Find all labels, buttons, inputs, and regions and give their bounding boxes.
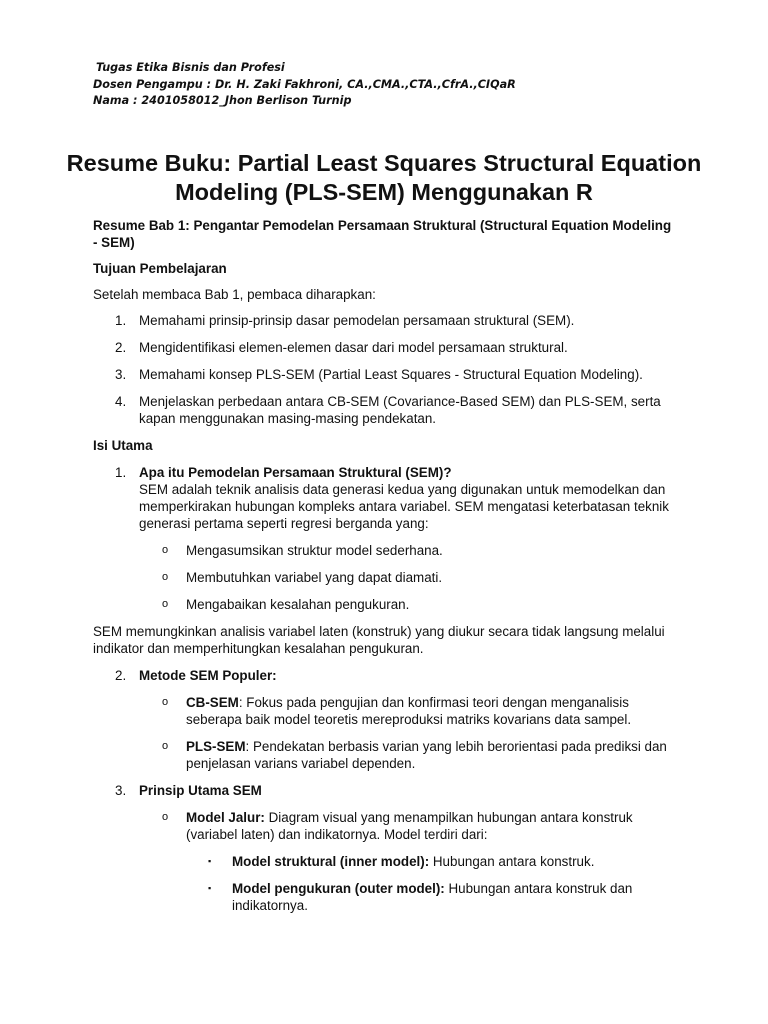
section-item-3: 3. Prinsip Utama SEM [115, 783, 262, 798]
student-name: Nama : 2401058012_Jhon Berlison Turnip [93, 94, 352, 107]
circle-bullet-icon: o [162, 598, 169, 610]
section-2-title: Metode SEM Populer: [139, 668, 277, 683]
list-item: 4. Menjelaskan perbedaan antara CB-SEM (Covariance-Based SEM) dan PLS-SEM, serta kapan menggunakan masing-masing pendekatan. [115, 394, 661, 426]
square-bullet-icon: ▪ [208, 856, 212, 866]
circle-bullet-icon: o [162, 740, 169, 752]
title-line-2: Modeling (PLS-SEM) Menggunakan R [175, 179, 593, 205]
section-1-title: Apa itu Pemodelan Persamaan Struktural (SEM)? [139, 465, 452, 480]
bullet-item: o Mengasumsikan struktur model sederhana. [162, 543, 443, 558]
sub-bullet-item: ▪ Model struktural (inner model): Hubungan antara konstruk. [208, 854, 595, 869]
lecturer-name: Dosen Pengampu : Dr. H. Zaki Fakhroni, CA.,CMA.,CTA.,CfrA.,CIQaR [93, 77, 516, 91]
list-item: 1. Memahami prinsip-prinsip dasar pemodelan persamaan struktural (SEM). [115, 313, 575, 328]
circle-bullet-icon: o [162, 811, 169, 823]
section-3-title: Prinsip Utama SEM [139, 783, 262, 798]
course-name: Tugas Etika Bisnis dan Profesi [96, 61, 285, 74]
objectives-heading: Tujuan Pembelajaran [93, 261, 227, 276]
section-item-1: 1. Apa itu Pemodelan Persamaan Struktural (SEM)? SEM adalah teknik analisis data generasi kedua yang digunakan untuk memodelkan dan memperkirakan hubungan kompleks antara variabel. SEM mengatasi keterbatasan teknik generasi pertama seperti regresi berganda yang: [93, 464, 679, 532]
main-heading: Isi Utama [93, 438, 153, 453]
title-line-1: Resume Buku: Partial Least Squares Structural Equation [66, 150, 702, 176]
list-item: 2. Mengidentifikasi elemen-elemen dasar dari model persamaan struktural. [115, 340, 568, 355]
list-item: 3. Memahami konsep PLS-SEM (Partial Least Squares - Structural Equation Modeling). [115, 367, 643, 382]
objectives-list [93, 312, 679, 427]
section-item-2: 2. Metode SEM Populer: [115, 668, 277, 683]
section-1-text: SEM adalah teknik analisis data generasi kedua yang digunakan untuk memodelkan dan memperkirakan hubungan kompleks antara variabel. SEM mengatasi keterbatasan teknik generasi pertama seperti regresi berganda yang: [139, 482, 669, 531]
circle-bullet-icon: o [162, 696, 169, 708]
objectives-intro: Setelah membaca Bab 1, pembaca diharapkan: [93, 287, 376, 302]
document-body [93, 217, 679, 914]
bullet-item: o Model Jalur: Diagram visual yang menampilkan hubungan antara konstruk (variabel laten) dan indikatornya. Model terdiri dari: [162, 810, 633, 842]
bullet-item: o CB-SEM: Fokus pada pengujian dan konfirmasi teori dengan menganalisis seberapa baik model teoretis mereproduksi matriks kovarians data sampel. [162, 695, 632, 727]
circle-bullet-icon: o [162, 571, 169, 583]
sub-bullet-item: ▪ Model pengukuran (outer model): Hubungan antara konstruk dan indikatornya. [208, 881, 633, 913]
document-title [60, 149, 708, 207]
document-header [93, 60, 516, 110]
sem-paragraph: SEM memungkinkan analisis variabel laten (konstruk) yang diukur secara tidak langsung melalui indikator dan memperhitungkan kesalahan pengukuran. [93, 624, 665, 656]
bullet-item: o Membutuhkan variabel yang dapat diamati. [162, 570, 443, 585]
chapter-title: Resume Bab 1: Pengantar Pemodelan Persamaan Struktural (Structural Equation Modeling - SEM) [93, 218, 672, 250]
bullet-item: o Mengabaikan kesalahan pengukuran. [162, 597, 410, 612]
bullet-item: o PLS-SEM: Pendekatan berbasis varian yang lebih berorientasi pada prediksi dan penjelasan varians variabel dependen. [162, 739, 667, 771]
circle-bullet-icon: o [162, 544, 169, 556]
square-bullet-icon: ▪ [208, 883, 212, 893]
